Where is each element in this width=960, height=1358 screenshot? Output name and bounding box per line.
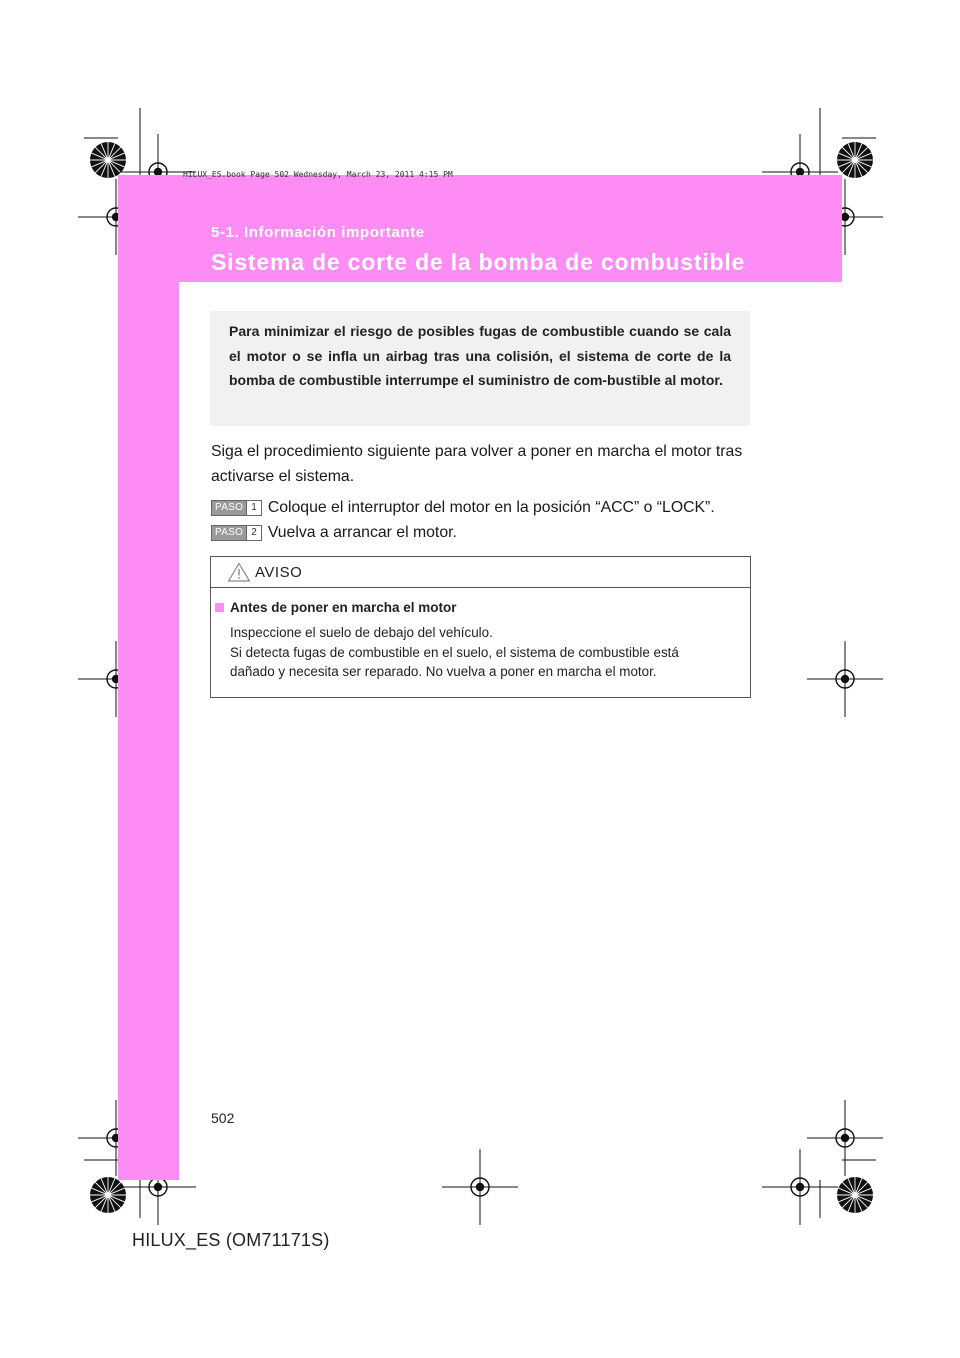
step-badge-label: PASO [212,526,246,540]
warning-line: dañado y necesita ser reparado. No vuelva a poner en marcha el motor. [230,664,657,679]
square-bullet-icon [215,603,224,612]
step-badge-label: PASO [212,501,246,515]
warning-box [210,556,751,698]
book-stamp: HILUX_ES.book Page 502 Wednesday, March 23, 2011 4:15 PM [183,170,453,179]
step-badge [211,525,262,541]
warning-title: AVISO [255,563,303,581]
body-paragraph: Siga el procedimiento siguiente para volver a poner en marcha el motor tras activarse el sistema. [211,443,743,485]
warning-text [230,623,750,682]
page-number: 502 [211,1110,235,1126]
intro-text: Para minimizar el riesgo de posibles fugas de combustible cuando se cala el motor o se infla un airbag tras una colisión, el sistema de corte de la bomba de combustible interrumpe el suministro de com-bustible al motor. [229,323,731,388]
step-badge-number: 1 [246,501,261,515]
step-badge-number: 2 [246,526,261,540]
warning-subheading [215,600,750,615]
warning-subheading-text: Antes de poner en marcha el motor [230,600,457,615]
section-label: 5-1. Información importante [211,224,425,241]
warning-header [211,557,750,588]
warning-line: Si detecta fugas de combustible en el suelo, el sistema de combustible está [230,644,679,660]
page-title: Sistema de corte de la bomba de combustible [211,249,746,275]
intro-box [210,311,750,426]
warning-triangle-icon [227,562,251,582]
step-text: Coloque el interruptor del motor en la posición “ACC” o “LOCK”. [267,499,715,516]
step-1 [211,497,715,519]
step-badge [211,500,262,516]
warning-body [211,588,750,682]
warning-line: Inspeccione el suelo de debajo del vehículo. [230,625,493,640]
side-tab-band [118,282,179,1180]
step-2 [211,522,457,544]
step-text: Vuelva a arrancar el motor. [267,524,457,541]
footer-code: HILUX_ES (OM71171S) [132,1230,330,1250]
